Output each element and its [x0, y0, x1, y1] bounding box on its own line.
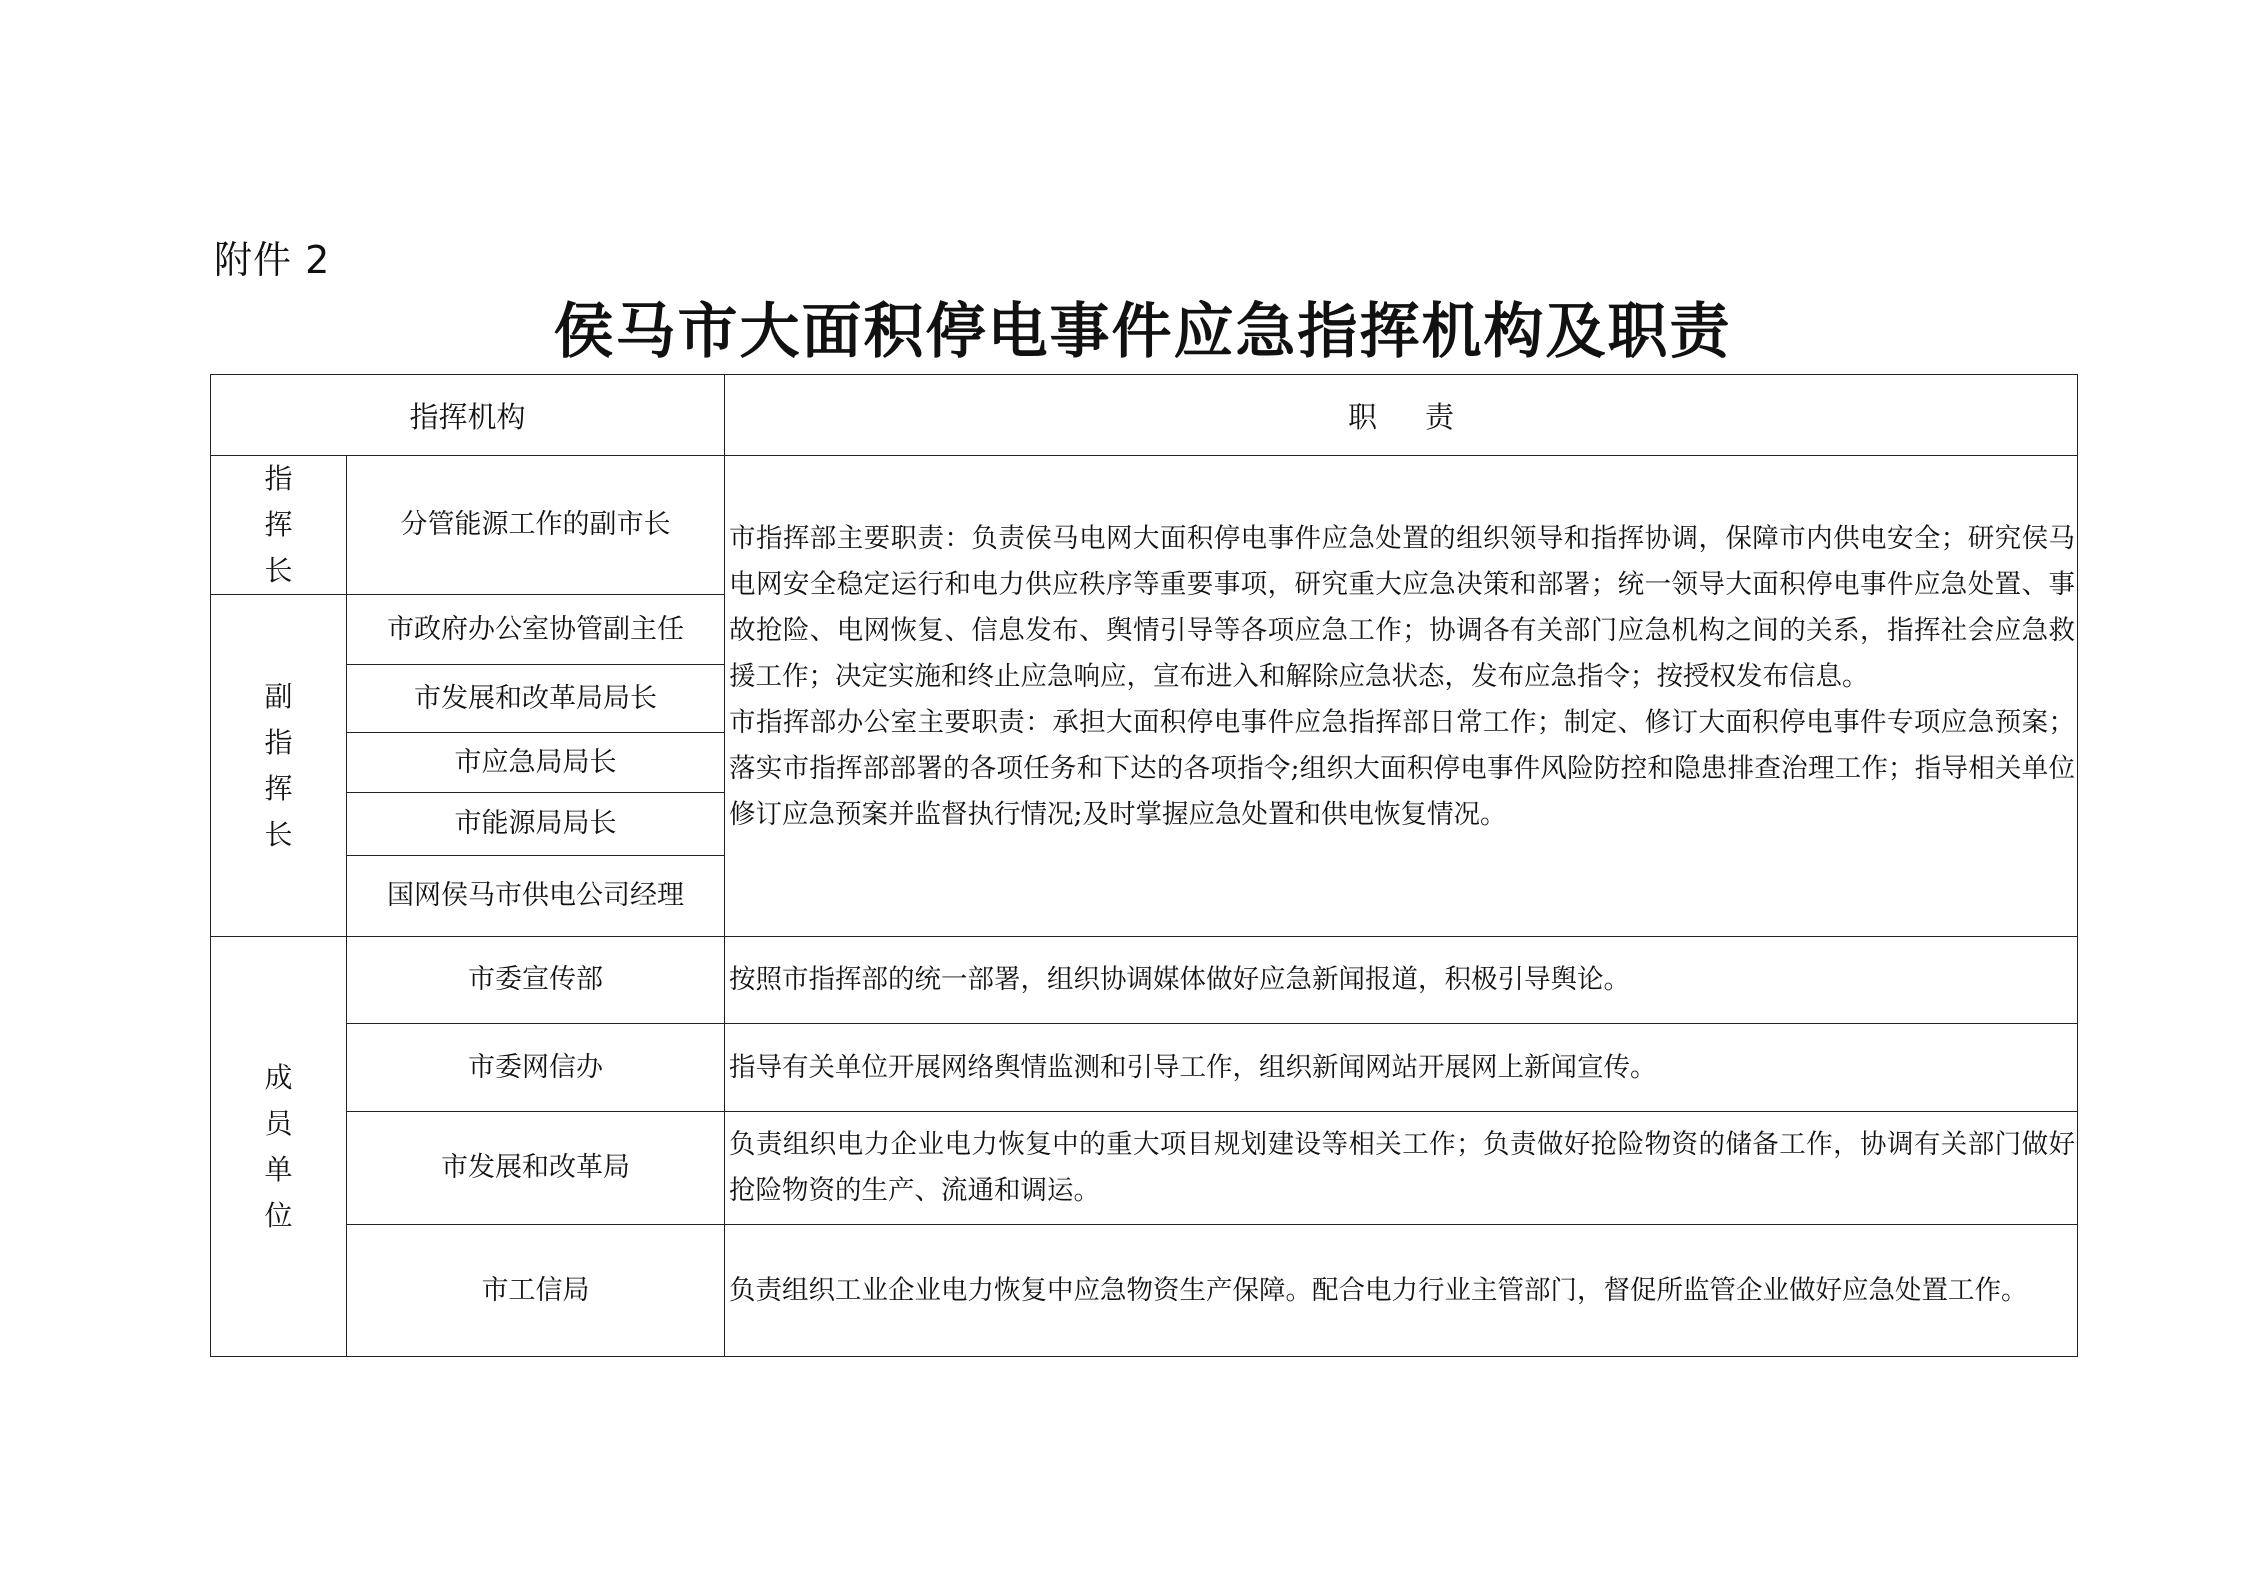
leadership-duty-paragraph: 市指挥部主要职责：负责侯马电网大面积停电事件应急处置的组织领导和指挥协调，保障市内供电安全；研究侯马电网安全稳定运行和电力供应秩序等重要事项，研究重大应急决策和部署；统一领导大面积停电事件应急处置、事故抢险、电网恢复、信息发布、舆情引导等各项应急工作；协调各有关部门应急机构之间的关系，指挥社会应急救援工作；决定实施和终止应急响应，宣布进入和解除应急状态，发布应急指令；按授权发布信息。 — [729, 523, 2076, 692]
header-duty: 职责 — [725, 375, 2078, 456]
table-row — [211, 937, 2078, 1024]
org-cell: 市发展和改革局局长 — [347, 665, 725, 733]
group-label-deputy — [211, 595, 347, 937]
org-cell: 国网侯马市供电公司经理 — [347, 856, 725, 937]
group-label-char: 单 — [264, 1152, 293, 1186]
group-label-char: 挥 — [264, 771, 293, 805]
group-label-char: 成 — [264, 1060, 293, 1094]
org-cell: 市委宣传部 — [347, 937, 725, 1024]
org-cell: 市发展和改革局 — [347, 1112, 725, 1225]
group-label-members — [211, 937, 347, 1357]
leadership-duty-cell — [725, 456, 2078, 937]
group-label-char: 员 — [264, 1106, 293, 1140]
group-label-char: 指 — [264, 725, 293, 759]
group-label-char: 指 — [264, 462, 293, 495]
org-cell: 市能源局局长 — [347, 793, 725, 856]
group-label-commander — [211, 456, 347, 595]
group-label-char: 位 — [264, 1198, 293, 1232]
org-cell: 市应急局局长 — [347, 733, 725, 793]
duty-cell: 负责组织电力企业电力恢复中的重大项目规划建设等相关工作；负责做好抢险物资的储备工作，协调有关部门做好抢险物资的生产、流通和调运。 — [725, 1112, 2078, 1225]
attachment-label: 附件 2 — [214, 238, 331, 282]
table-row — [211, 456, 2078, 595]
group-label-char: 挥 — [264, 508, 293, 541]
table-header-row — [211, 375, 2078, 456]
duty-cell: 指导有关单位开展网络舆情监测和引导工作，组织新闻网站开展网上新闻宣传。 — [725, 1024, 2078, 1112]
table-row — [211, 1112, 2078, 1225]
table-row — [211, 1024, 2078, 1112]
org-cell: 市政府办公室协管副主任 — [347, 595, 725, 665]
command-structure-table — [210, 374, 2078, 1357]
group-label-char: 长 — [264, 554, 293, 587]
office-duty-paragraph: 市指挥部办公室主要职责：承担大面积停电事件应急指挥部日常工作；制定、修订大面积停电事件专项应急预案；落实市指挥部部署的各项任务和下达的各项指令;组织大面积停电事件风险防控和隐患排查治理工作；指导相关单位修订应急预案并监督执行情况;及时掌握应急处置和供电恢复情况。 — [729, 707, 2076, 830]
group-label-char: 长 — [264, 817, 293, 851]
duty-cell: 负责组织工业企业电力恢复中应急物资生产保障。配合电力行业主管部门，督促所监管企业做好应急处置工作。 — [725, 1225, 2078, 1357]
header-org: 指挥机构 — [211, 375, 725, 456]
document-title: 侯马市大面积停电事件应急指挥机构及职责 — [553, 297, 1732, 367]
org-cell: 市委网信办 — [347, 1024, 725, 1112]
duty-cell: 按照市指挥部的统一部署，组织协调媒体做好应急新闻报道，积极引导舆论。 — [725, 937, 2078, 1024]
group-label-char: 副 — [264, 679, 293, 713]
org-cell: 分管能源工作的副市长 — [347, 456, 725, 595]
table-row — [211, 1225, 2078, 1357]
org-cell: 市工信局 — [347, 1225, 725, 1357]
